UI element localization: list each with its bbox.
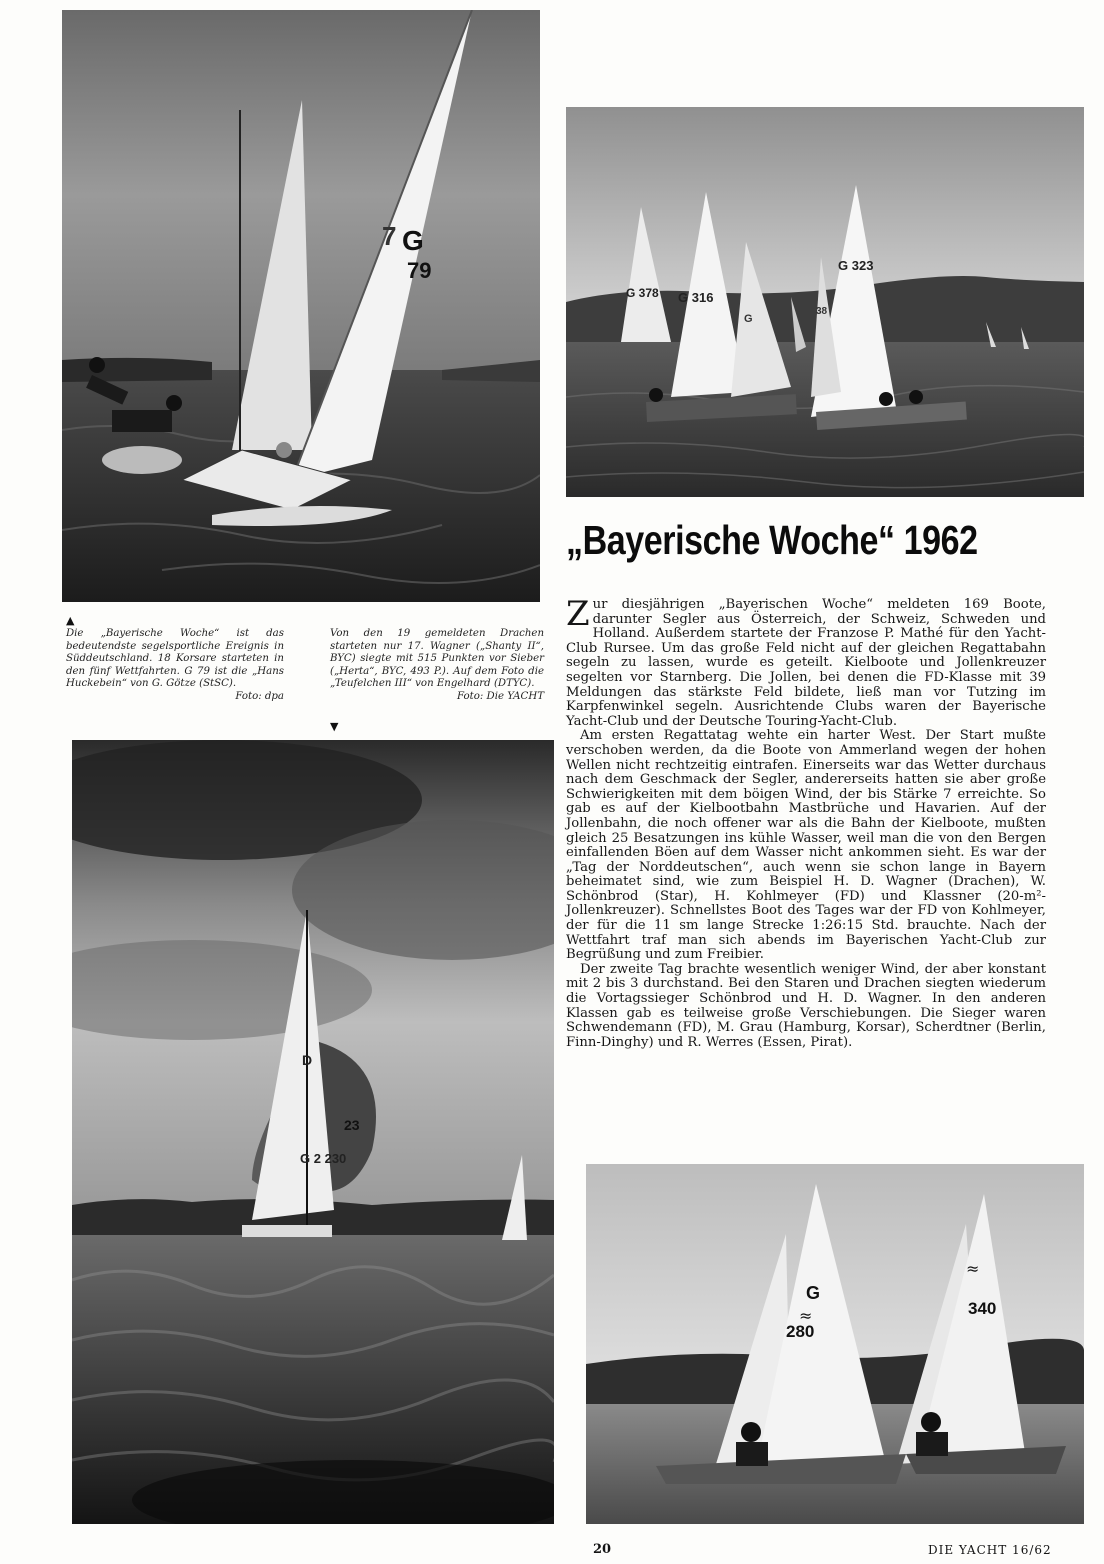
page-number: 20 [593,1542,612,1557]
photo-korsar-g79 [62,10,540,602]
photo-drachen-spinnaker [72,740,554,1524]
fd-sail-number-340: 340 [968,1299,997,1318]
caption-right-text: Von den 19 gemeldeten Drachen starteten nur 17. Wagner („Shanty II“, BYC) siegte mit 515 Punkten vor Sieber („Herta“, BYC, 493 P.). Auf dem Foto die „Teufelchen III“ von Engelhard (DTYC). [330,628,544,690]
svg-text:G 378: G 378 [626,286,659,300]
article-paragraph-2: Am ersten Regattatag wehte ein harter West. Der Start mußte verschoben werden, da die Boote von Ammerland wegen der hohen Wellen nicht rechtzeitig eintrafen. Einerseits war das Wetter durchaus nach dem Geschmack der Segler, andererseits hatten sie aber große Schwierigkeiten mit dem böigen Wind, der bis Stärke 7 erreichte. So gab es auf der Kielbootbahn Mastbrüche und Havarien. Auf der Jollenbahn, die noch offener war als die Bahn der Kielboote, mußten gleich 25 Besatzungen ins kühle Wasser, weil man die von den Bergen einfallenden Böen auf dem Wasser nicht ankommen sieht. Es war der „Tag der Norddeutschen“, auch wenn sie schon lange in Bayern beheimatet sind, wie zum Beispiel H. D. Wagner (Drachen), W. Schönbrod (Star), H. Kohlmeyer (FD) und Klassner (20-m²-Jollenkreuzer). Schnellstes Boot des Tages war der FD von Kohlmeyer, der für die 11 sm lange Strecke 1:26:15 Std. brauchte. Nach der Wettfahrt traf man sich abends im Bayerischen Yacht-Club zur Begrüßung und zum Freibier. [566,728,1046,963]
fd-sail-number-280: 280 [786,1322,815,1341]
article-paragraph-1: Zur diesjährigen „Bayerischen Woche“ meldeten 169 Boote, darunter Segler aus Österreich, der Schweiz, Schweden und Holland. Außerdem startete der Franzose P. Mathé für den Yacht-Club Rursee. Um das große Feld nicht auf der gleichen Regattabahn segeln zu lassen, wurde es geteilt. Kielboote und Jollenkreuzer segelten vor Starnberg. Die Jollen, bei denen die FD-Klasse mit 39 Meldungen das stärkste Feld bildete, ließ man vor Tutzing im Karpfenwinkel segeln. Ausrichtende Clubs waren der Bayerische Yacht-Club und der Deutsche Touring-Yacht-Club. [566,594,1046,729]
svg-text:G 2 230 [300,1151,346,1166]
photo-fd-dinghies [586,1164,1084,1524]
article-dropcap: Z [566,594,590,634]
svg-text:G 316: G 316 [678,290,714,305]
sail-number-378: 378 [638,286,659,300]
sail-number-316: 316 [691,290,714,305]
caption-left [66,628,284,704]
drachen-sail-number: 230 [324,1151,347,1166]
sail-number: 79 [407,258,432,283]
caption-right-credit: Foto: Die YACHT [457,690,544,702]
sail-letter: G [744,313,753,325]
svg-text:≈: ≈ [966,1259,980,1278]
svg-text:≈: ≈ [799,1306,813,1325]
photo-dinghy-fleet [566,107,1084,497]
caption-left-text: Die „Bayerische Woche“ ist das bedeutendste segelsportliche Ereignis in Süddeutschland. 18 Korsare starteten in den fünf Wettfahrten. G 79 ist die „Hans Huckebein“ von G. Götze (StSC). [66,628,284,690]
svg-text:G 323: G 323 [838,258,874,273]
caption-left-arrow: ▲ [66,614,75,627]
magazine-issue: DIE YACHT 16/62 [928,1543,1052,1557]
sail-mark: 7 [382,221,397,251]
sail-letter-g: G [402,225,424,256]
drachen-spinnaker-number: 23 [344,1117,360,1133]
drachen-sail-letter: D [302,1052,313,1068]
page-title: „Bayerische Woche“ 1962 [566,517,978,563]
sail-number-38: 38 [816,306,828,317]
caption-right-arrow: ▼ [330,720,339,733]
drachen-sail-code: G 2 [300,1151,321,1166]
article-body [566,594,1046,1050]
caption-right [330,628,544,704]
fd-sail-letter: G [806,1283,821,1303]
caption-left-credit: Foto: dpa [235,690,284,702]
article-paragraph-3: Der zweite Tag brachte wesentlich weniger Wind, der aber konstant mit 2 bis 3 durchstand. Bei den Staren und Drachen siegten wiederum die Vortagssieger Schönbrod und H. D. Wagner. In den anderen Klassen gab es teilweise große Verschiebungen. Die Sieger waren Schwendemann (FD), M. Grau (Hamburg, Korsar), Scherdtner (Berlin, Finn-Dinghy) und R. Werres (Essen, Pirat). [566,961,1046,1050]
sail-number-323: 323 [851,258,874,273]
